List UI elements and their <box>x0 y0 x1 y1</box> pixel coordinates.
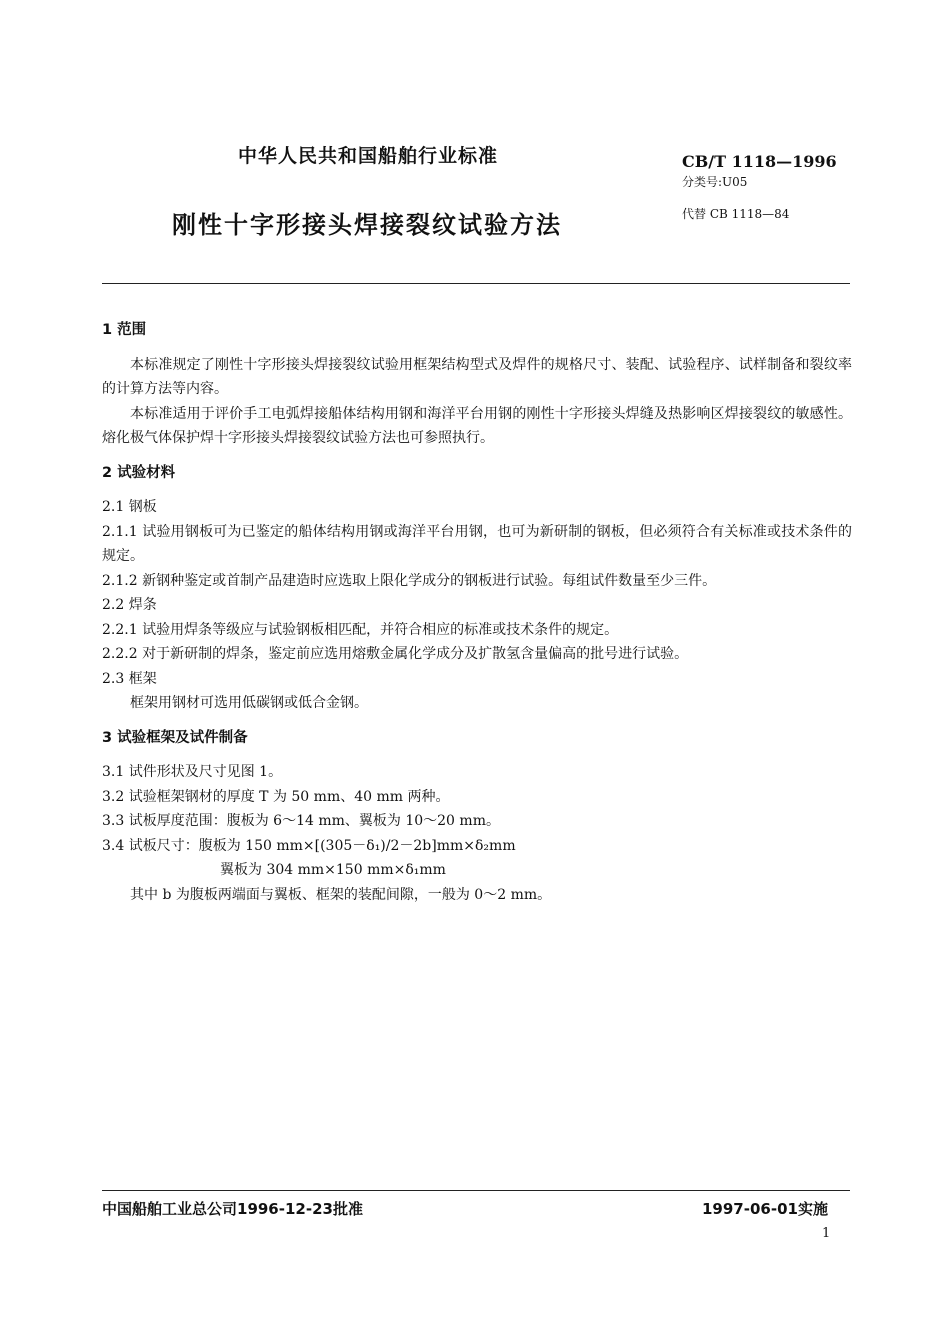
clause: 3.1 试件形状及尺寸见图 1。 <box>102 764 283 780</box>
clause: 2.1 钢板 <box>102 499 157 515</box>
clause: 2.2.2 对于新研制的焊条，鉴定前应选用熔敷金属化学成分及扩散氢含量偏高的批号进行试验。 <box>102 646 689 662</box>
section-heading: 1 范围 <box>102 322 147 338</box>
page-number: 1 <box>822 1226 831 1241</box>
section-heading: 2 试验材料 <box>102 464 176 481</box>
header-divider <box>102 283 850 284</box>
clause: 2.2 焊条 <box>102 597 157 613</box>
paragraph: 本标准规定了刚性十字形接头焊接裂纹试验用框架结构型式及焊件的规格尺寸、装配、试验程序、试样制备和裂纹率的计算方法等内容。 <box>102 356 852 397</box>
clause: 2.1.2 新钢种鉴定或首制产品建造时应选取上限化学成分的钢板进行试验。每组试件数量至少三件。 <box>102 572 717 589</box>
approval-line: 中国船舶工业总公司1996-12-23批准 <box>102 1200 363 1218</box>
clause: 3.3 试板厚度范围：腹板为 6～14 mm、翼板为 10～20 mm。 <box>102 813 500 829</box>
clause-continuation: 翼板为 304 mm×150 mm×δ₁mm <box>220 862 446 878</box>
classification-number: 分类号:U05 <box>682 175 748 189</box>
document-title: 刚性十字形接头焊接裂纹试验方法 <box>172 211 562 239</box>
document-body <box>102 318 852 907</box>
clause: 2.3 框架 <box>102 670 157 687</box>
clause: 3.4 试板尺寸：腹板为 150 mm×[(305－δ₁)/2－2b]mm×δ₂mm <box>102 837 516 854</box>
footer-divider <box>102 1190 850 1191</box>
clause-continuation: 其中 b 为腹板两端面与翼板、框架的装配间隙，一般为 0～2 mm。 <box>130 886 552 903</box>
clause: 2.1.1 试验用钢板可为已鉴定的船体结构用钢或海洋平台用钢，也可为新研制的钢板，但必须符合有关标准或技术条件的规定。 <box>102 523 852 564</box>
standard-code: CB/T 1118—1996 <box>682 152 837 171</box>
section-heading: 3 试验框架及试件制备 <box>102 729 248 746</box>
paragraph: 本标准适用于评价手工电弧焊接船体结构用钢和海洋平台用钢的刚性十字形接头焊缝及热影响区焊接裂纹的敏感性。熔化极气体保护焊十字形接头焊接裂纹试验方法也可参照执行。 <box>102 405 852 446</box>
implementation-date: 1997-06-01实施 <box>702 1200 828 1218</box>
industry-standard-title: 中华人民共和国船舶行业标准 <box>238 145 499 167</box>
clause: 2.2.1 试验用焊条等级应与试验钢板相匹配，并符合相应的标准或技术条件的规定。 <box>102 621 619 638</box>
clause-continuation: 框架用钢材可选用低碳钢或低合金钢。 <box>130 695 368 711</box>
replaces-standard: 代替 CB 1118—84 <box>682 207 790 221</box>
clause: 3.2 试验框架钢材的厚度 T 为 50 mm、40 mm 两种。 <box>102 788 450 805</box>
